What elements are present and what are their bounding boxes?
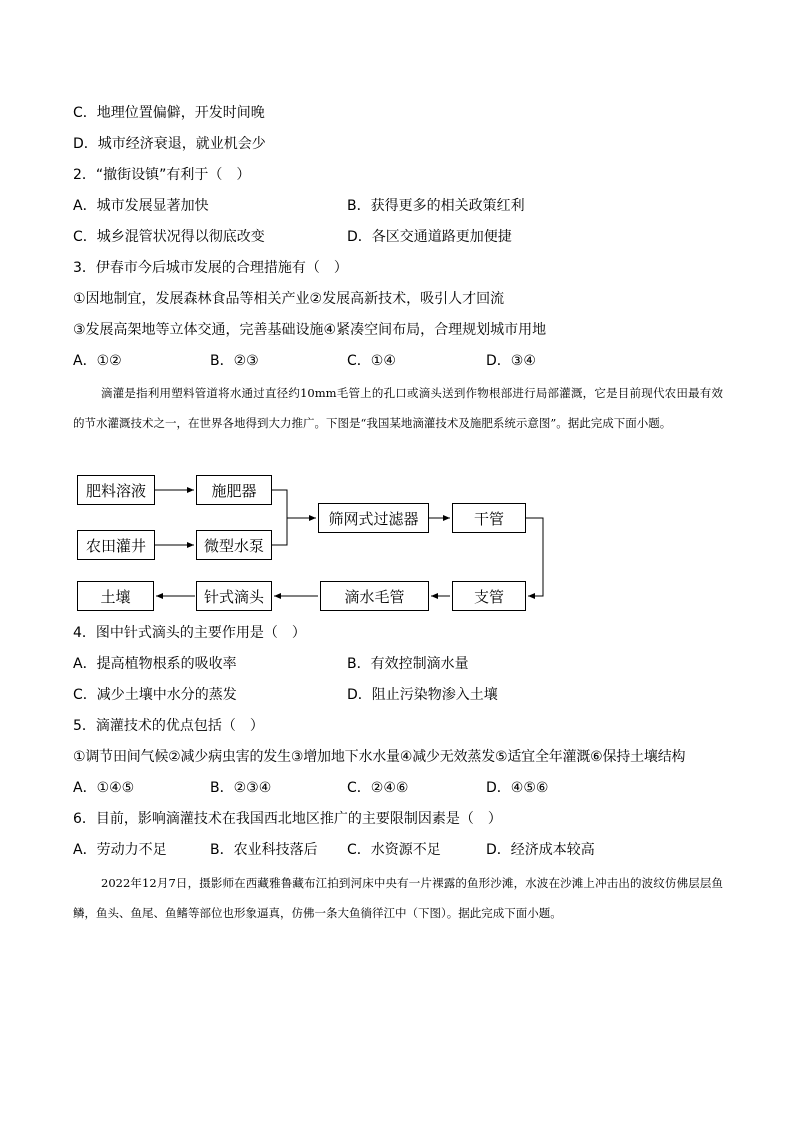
q2-option-d: D．各区交通道路更加便捷 (347, 229, 512, 245)
q5-option-b: B．②③④ (210, 780, 272, 796)
drip-capillary-box: 滴水毛管 (320, 581, 429, 611)
q3-statements-2: ③发展高架地等立体交通，完善基础设施④紧凑空间布局，合理规划城市用地 (73, 322, 547, 338)
q3-statements-1: ①因地制宜，发展森林食品等相关产业②发展高新技术，吸引人才回流 (73, 291, 505, 307)
needle-emitter-box: 针式滴头 (196, 581, 272, 611)
q3-option-d: D．③④ (486, 353, 536, 369)
q2-option-b: B．获得更多的相关政策红利 (347, 198, 525, 214)
question-4-stem: 4．图中针式滴头的主要作用是（ ） (73, 625, 306, 641)
q6-option-a: A．劳动力不足 (73, 842, 167, 858)
q5-option-a: A．①④⑤ (73, 780, 135, 796)
question-6-stem: 6．目前，影响滴灌技术在我国西北地区推广的主要限制因素是（ ） (73, 811, 502, 827)
q3-option-c: C．①④ (347, 353, 396, 369)
q5-option-d: D．④⑤⑥ (486, 780, 549, 796)
q5-statements: ①调节田间气候②减少病虫害的发生③增加地下水水量④减少无效蒸发⑤适宜全年灌溉⑥保持土壤结构 (73, 749, 686, 765)
branch-pipe-box: 支管 (452, 581, 526, 611)
q3-option-b: B．②③ (210, 353, 259, 369)
farmland-well-box: 农田灌井 (77, 530, 155, 560)
question-2-stem: 2．“撤街设镇”有利于（ ） (73, 167, 251, 183)
q2-option-a: A．城市发展显著加快 (73, 198, 209, 214)
screen-filter-box: 筛网式过滤器 (318, 503, 429, 533)
fertilizer-applicator-box: 施肥器 (196, 475, 272, 505)
question-5-stem: 5．滴灌技术的优点包括（ ） (73, 718, 264, 734)
q1-option-d: D．城市经济衰退，就业机会少 (73, 136, 266, 152)
q1-option-c: C．地理位置偏僻，开发时间晚 (73, 105, 265, 121)
q2-option-c: C．城乡混管状况得以彻底改变 (73, 229, 265, 245)
main-pipe-box: 干管 (452, 503, 526, 533)
micro-pump-box: 微型水泵 (196, 530, 272, 560)
q6-option-c: C．水资源不足 (347, 842, 441, 858)
q4-option-d: D．阻止污染物渗入土壤 (347, 687, 498, 703)
q5-option-c: C．②④⑥ (347, 780, 409, 796)
q3-option-a: A．①② (73, 353, 122, 369)
question-3-stem: 3．伊春市今后城市发展的合理措施有（ ） (73, 260, 348, 276)
q6-option-d: D．经济成本较高 (486, 842, 595, 858)
q4-option-b: B．有效控制滴水量 (347, 656, 469, 672)
soil-box: 土壤 (77, 581, 154, 611)
q6-option-b: B．农业科技落后 (210, 842, 318, 858)
fish-sandbar-passage: 2022年12月7日，摄影师在西藏雅鲁藏布江拍到河床中央有一片裸露的鱼形沙滩，水波在沙滩上冲击出的波纹仿佛层层鱼鳞，鱼头、鱼尾、鱼鳍等部位也形象逼真，仿佛一条大鱼徜徉江中（下图）。据此完成下面小题。 (73, 876, 723, 920)
fertilizer-solution-box: 肥料溶液 (77, 475, 155, 505)
q4-option-c: C．减少土壤中水分的蒸发 (73, 687, 237, 703)
q4-option-a: A．提高植物根系的吸收率 (73, 656, 237, 672)
drip-irrigation-passage: 滴灌是指利用塑料管道将水通过直径约10mm毛管上的孔口或滴头送到作物根部进行局部灌溉，它是目前现代农田最有效的节水灌溉技术之一，在世界各地得到大力推广。下图是“我国某地滴灌技术及施肥系统示意图”。据此完成下面小题。 (73, 386, 723, 430)
